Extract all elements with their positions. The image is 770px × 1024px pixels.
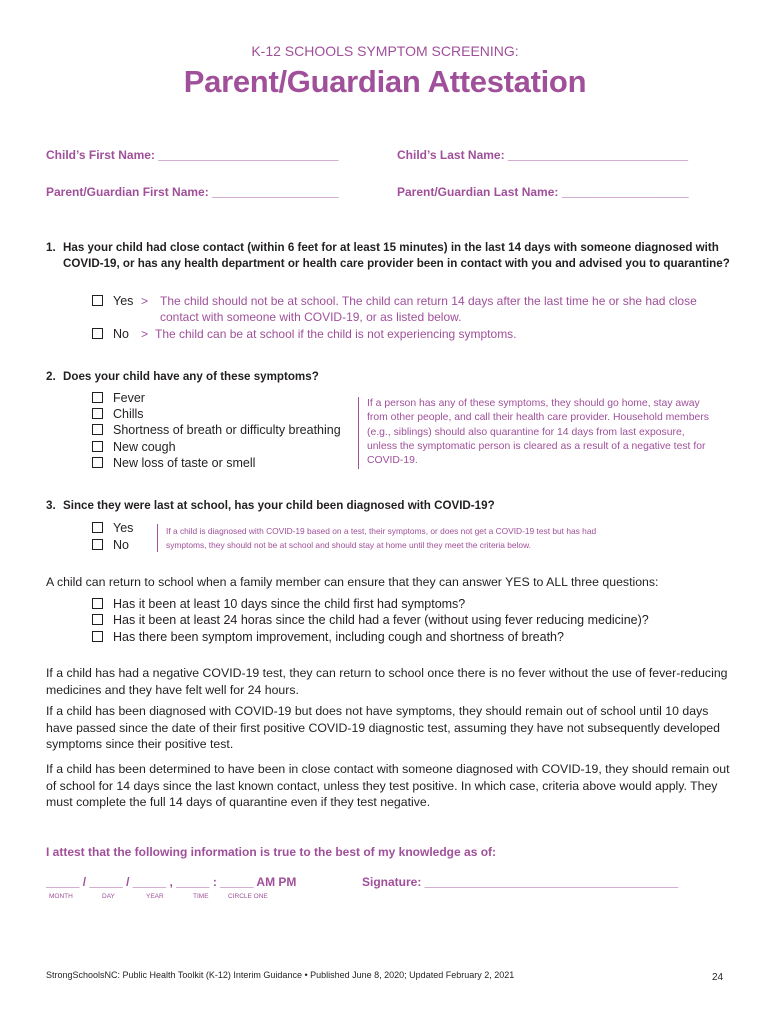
q1-no-label: No (113, 327, 129, 341)
symptom-checkbox[interactable] (92, 457, 103, 468)
parent-last-name-field[interactable]: Parent/Guardian Last Name: ___________________ (397, 185, 689, 199)
page-number: 24 (712, 972, 724, 983)
q3-yes-checkbox[interactable] (92, 522, 103, 533)
q1-no-note: The child can be at school if the child is not experiencing symptoms. (155, 327, 517, 341)
question-2-number: 2. (46, 370, 56, 383)
return-check-label: Has it been at least 24 horas since the child had a fever (without using fever reducing medicine)? (113, 613, 649, 627)
time-label: TIME (193, 893, 209, 900)
attestation-statement: I attest that the following information is true to the best of my knowledge as of: (46, 845, 497, 859)
symptom-checkbox[interactable] (92, 408, 103, 419)
question-2-text: Does your child have any of these symptoms? (63, 370, 319, 383)
symptom-label: Fever (113, 391, 145, 405)
symptom-option-loss-of-taste[interactable] (92, 455, 255, 472)
negative-test-paragraph: If a child has had a negative COVID-19 test, they can return to school once there is no fever without the use of fever-reducing medicines and they have felt well for 24 hours. (46, 666, 728, 697)
child-last-name-field[interactable]: Child’s Last Name: ___________________________ (397, 148, 689, 162)
symptom-checkbox[interactable] (92, 424, 103, 435)
diagnosis-side-note-line-1: If a child is diagnosed with COVID-19 based on a test, their symptoms, or does not get a COVID-19 test but has had (166, 526, 597, 536)
circle-one-label: CIRCLE ONE (228, 893, 268, 900)
q1-yes-arrow: > (141, 294, 149, 308)
form-title: Parent/Guardian Attestation (183, 64, 587, 99)
footer-citation: StrongSchoolsNC: Public Health Toolkit (K-12) Interim Guidance • Published June 8, 2020; Updated February 2, 2021 (46, 970, 515, 980)
q3-no-checkbox[interactable] (92, 539, 103, 550)
q3-no-label: No (113, 538, 129, 552)
symptom-option-shortness-of-breath[interactable] (92, 422, 341, 439)
q1-yes-note-line-1: The child should not be at school. The child can return 14 days after the last time he or she had close (160, 294, 697, 308)
close-contact-paragraph: If a child has been determined to have been in close contact with someone diagnosed with COVID-19, they should remain out of school for 14 days since the last known contact, unless they test positive. In which case, criteria above would apply. They must complete the full 14 days of quarantine even if they test negative. (46, 762, 730, 810)
return-checkbox[interactable] (92, 598, 103, 609)
return-check-improvement[interactable] (92, 629, 564, 646)
asymptomatic-diagnosis-paragraph: If a child has been diagnosed with COVID-19 but does not have symptoms, they should remain out of school until 10 days have passed since the date of their first positive COVID-19 diagnostic test, assuming they have not subsequently developed symptoms since their positive test. (46, 704, 720, 752)
symptom-label: Shortness of breath or difficulty breathing (113, 423, 341, 437)
diagnosis-side-note-line-2: symptoms, they should not be at school and should stay at home until they meet the criteria below. (166, 540, 531, 550)
q1-yes-label: Yes (113, 294, 134, 308)
return-check-24-hours[interactable] (92, 612, 649, 629)
q1-yes-checkbox[interactable] (92, 295, 103, 306)
signature-field[interactable]: Signature: ______________________________________ (362, 875, 679, 889)
q3-yes-option[interactable] (92, 520, 133, 537)
symptom-checkbox[interactable] (92, 441, 103, 452)
attestation-date-time-field[interactable]: _____ / _____ / _____ , _____ : _____ AM PM (46, 875, 297, 889)
question-1 (46, 240, 736, 272)
symptom-option-chills[interactable] (92, 406, 144, 423)
q1-no-arrow: > (141, 327, 149, 341)
return-checkbox[interactable] (92, 631, 103, 642)
return-check-label: Has there been symptom improvement, including cough and shortness of breath? (113, 630, 564, 644)
symptom-label: Chills (113, 407, 144, 421)
question-1-number: 1. (46, 241, 56, 254)
symptom-option-fever[interactable] (92, 390, 145, 407)
diagnosis-side-note (157, 524, 726, 552)
q1-yes-note-line-2: contact with someone with COVID-19, or as listed below. (160, 310, 462, 324)
question-3 (46, 498, 736, 514)
q1-no-option[interactable] (92, 326, 129, 343)
symptom-label: New cough (113, 440, 176, 454)
q3-no-option[interactable] (92, 537, 129, 554)
year-label: YEAR (146, 893, 164, 900)
return-criteria-intro: A child can return to school when a family member can ensure that they can answer YES to ALL three questions: (46, 575, 659, 589)
child-first-name-field[interactable]: Child’s First Name: ___________________________ (46, 148, 339, 162)
question-2 (46, 369, 736, 385)
q1-no-checkbox[interactable] (92, 328, 103, 339)
parent-first-name-field[interactable]: Parent/Guardian First Name: ___________________ (46, 185, 339, 199)
return-check-label: Has it been at least 10 days since the child first had symptoms? (113, 597, 466, 611)
question-3-number: 3. (46, 499, 56, 512)
q3-yes-label: Yes (113, 521, 134, 535)
return-check-10-days[interactable] (92, 596, 465, 613)
day-label: DAY (102, 893, 115, 900)
symptom-option-new-cough[interactable] (92, 439, 176, 456)
symptom-label: New loss of taste or smell (113, 456, 256, 470)
month-label: MONTH (49, 893, 73, 900)
symptoms-side-note: If a person has any of these symptoms, they should go home, stay away from other people, and call their health care provider. Household members (e.g., siblings) should also quarantine for 14 days from last exposure, unless the symptomatic person is cleared as a result of a negative test for COVID-19. (358, 397, 717, 469)
return-checkbox[interactable] (92, 614, 103, 625)
question-3-text: Since they were last at school, has your child been diagnosed with COVID-19? (63, 499, 495, 512)
q1-yes-option[interactable] (92, 293, 133, 310)
form-subtitle: K-12 SCHOOLS SYMPTOM SCREENING: (251, 43, 519, 59)
symptom-checkbox[interactable] (92, 392, 103, 403)
question-1-text: Has your child had close contact (within 6 feet for at least 15 minutes) in the last 14 days with someone diagnosed with COVID-19, or has any health department or health care provider been in contact with you and advised you to quarantine? (63, 241, 730, 270)
